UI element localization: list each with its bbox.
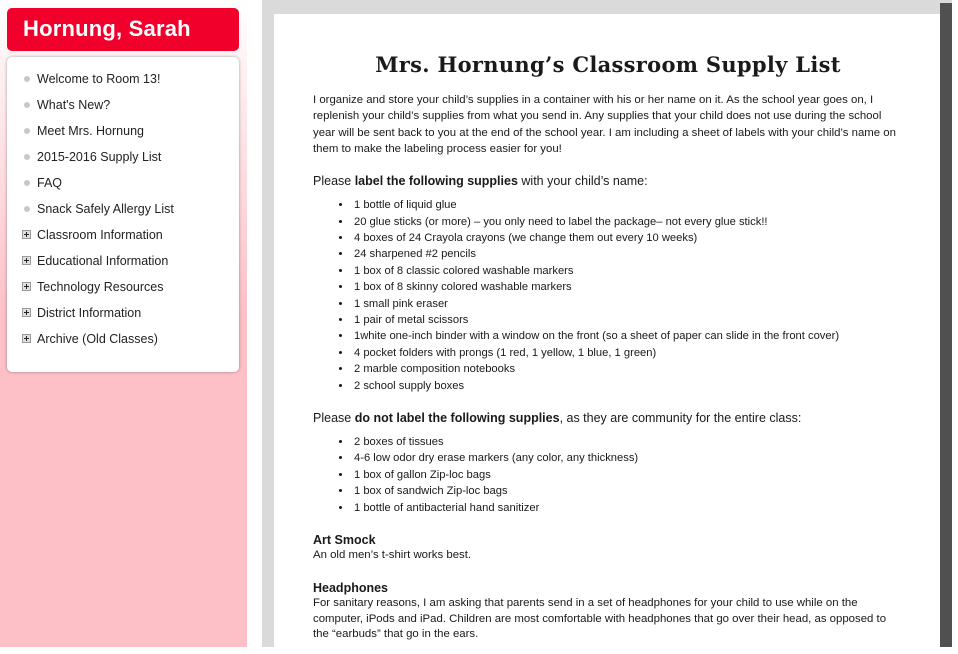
sidebar-item-label: Educational Information (37, 254, 169, 268)
sidebar-item[interactable] (7, 328, 239, 354)
nolabel-instructions-bold: do not label the following supplies (354, 411, 560, 426)
sidebar-item[interactable] (7, 250, 239, 276)
bullet-dot-icon (24, 76, 30, 82)
sidebar-item[interactable] (7, 302, 239, 328)
expand-plus-icon[interactable] (22, 230, 31, 239)
bullet-dot-icon (24, 180, 30, 186)
teacher-name-header (7, 8, 239, 51)
supply-item: • 4 boxes of 24 Crayola crayons (we change them out every 10 weeks) (352, 230, 903, 246)
art-smock-heading: Art Smock (313, 533, 376, 548)
headphones-text: For sanitary reasons, I am asking that parents send in a set of headphones for your child to use while on the computer, iPods and iPad. Children are most comfortable with headphones that go over their head, as opposed to the “earbuds” that go in the ears. (313, 596, 887, 641)
supply-item: • 4 pocket folders with prongs (1 red, 1 yellow, 1 blue, 1 green) (352, 345, 903, 361)
sidebar-item[interactable] (7, 224, 239, 250)
expand-plus-icon[interactable] (22, 308, 31, 317)
label-instructions-after: with your child’s name: (517, 174, 648, 189)
supply-item: • 1 box of 8 skinny colored washable markers (352, 279, 903, 295)
supply-item: • 1white one-inch binder with a window on the front (so a sheet of paper can slide in the front cover) (352, 328, 903, 344)
sidebar-item[interactable] (7, 120, 239, 146)
expand-plus-icon[interactable] (22, 334, 31, 343)
document-page (274, 14, 940, 654)
supply-item: • 2 marble composition notebooks (352, 361, 903, 377)
nav-list (7, 68, 239, 354)
sidebar-item-label: FAQ (37, 176, 63, 190)
bullet-dot-icon (24, 102, 30, 108)
sidebar-item-label: Technology Resources (37, 280, 164, 294)
sidebar-item-label: Meet Mrs. Hornung (37, 124, 144, 138)
label-instructions (313, 174, 903, 188)
sidebar-item-label: District Information (37, 306, 142, 320)
label-instructions-bold: label the following supplies (354, 174, 518, 189)
sidebar-item[interactable] (7, 198, 239, 224)
sidebar-item[interactable] (7, 172, 239, 198)
community-supplies-list (313, 434, 903, 516)
teacher-name: Hornung, Sarah (23, 16, 191, 41)
community-supply-item: • 2 boxes of tissues (352, 434, 903, 450)
supply-item: • 1 pair of metal scissors (352, 312, 903, 328)
bullet-dot-icon (24, 154, 30, 160)
supply-item: • 20 glue sticks (or more) – you only need to label the package– not every glue stick!! (352, 214, 903, 230)
sidebar-item-label: What's New? (37, 98, 111, 112)
community-supply-item: • 1 box of gallon Zip-loc bags (352, 467, 903, 483)
sidebar-item-label: Archive (Old Classes) (37, 332, 158, 346)
sidebar-item[interactable] (7, 276, 239, 302)
intro-paragraph: I organize and store your child’s supplies in a container with his or her name on it. As the school year goes on, I replenish your child’s supplies from what you send in. Any supplies that your child does not use during the school year will be sent back to you at the end of the school year. I am including a sheet of labels with your child’s name on them to make the labeling process easier for you! (313, 94, 896, 155)
supply-item: • 1 small pink eraser (352, 296, 903, 312)
sidebar-item-label: Classroom Information (37, 228, 163, 242)
sidebar-item-label: Snack Safely Allergy List (37, 202, 174, 216)
community-supply-item: • 4-6 low odor dry erase markers (any color, any thickness) (352, 450, 903, 466)
document-scrollbar[interactable] (940, 3, 952, 647)
sidebar-item[interactable] (7, 146, 239, 172)
column-gutter (247, 0, 262, 647)
left-column (0, 0, 247, 647)
label-supplies-list (313, 197, 903, 394)
nolabel-instructions (313, 411, 903, 425)
sidebar-nav (7, 57, 239, 372)
supply-item: • 1 bottle of liquid glue (352, 197, 903, 213)
bullet-dot-icon (24, 206, 30, 212)
document-content (313, 52, 903, 643)
sidebar-item[interactable] (7, 68, 239, 94)
expand-plus-icon[interactable] (22, 282, 31, 291)
community-supply-item: • 1 box of sandwich Zip-loc bags (352, 483, 903, 499)
expand-plus-icon[interactable] (22, 256, 31, 265)
headphones-heading: Headphones (313, 580, 389, 595)
bullet-dot-icon (24, 128, 30, 134)
supply-item: • 2 school supply boxes (352, 378, 903, 394)
art-smock-text: An old men’s t-shirt works best. (313, 549, 472, 562)
community-supply-item: • 1 bottle of antibacterial hand sanitizer (352, 500, 903, 516)
sidebar-item[interactable] (7, 94, 239, 120)
sidebar-item-label: Welcome to Room 13! (37, 72, 161, 86)
supply-item: • 1 box of 8 classic colored washable markers (352, 263, 903, 279)
label-instructions-before: Please (313, 174, 355, 189)
nolabel-instructions-before: Please (313, 411, 355, 426)
supply-item: • 24 sharpened #2 pencils (352, 246, 903, 262)
document-title: Mrs. Hornung’s Classroom Supply List (375, 52, 841, 77)
nolabel-instructions-after: , as they are community for the entire class: (559, 411, 802, 426)
sidebar-item-label: 2015-2016 Supply List (37, 150, 162, 164)
